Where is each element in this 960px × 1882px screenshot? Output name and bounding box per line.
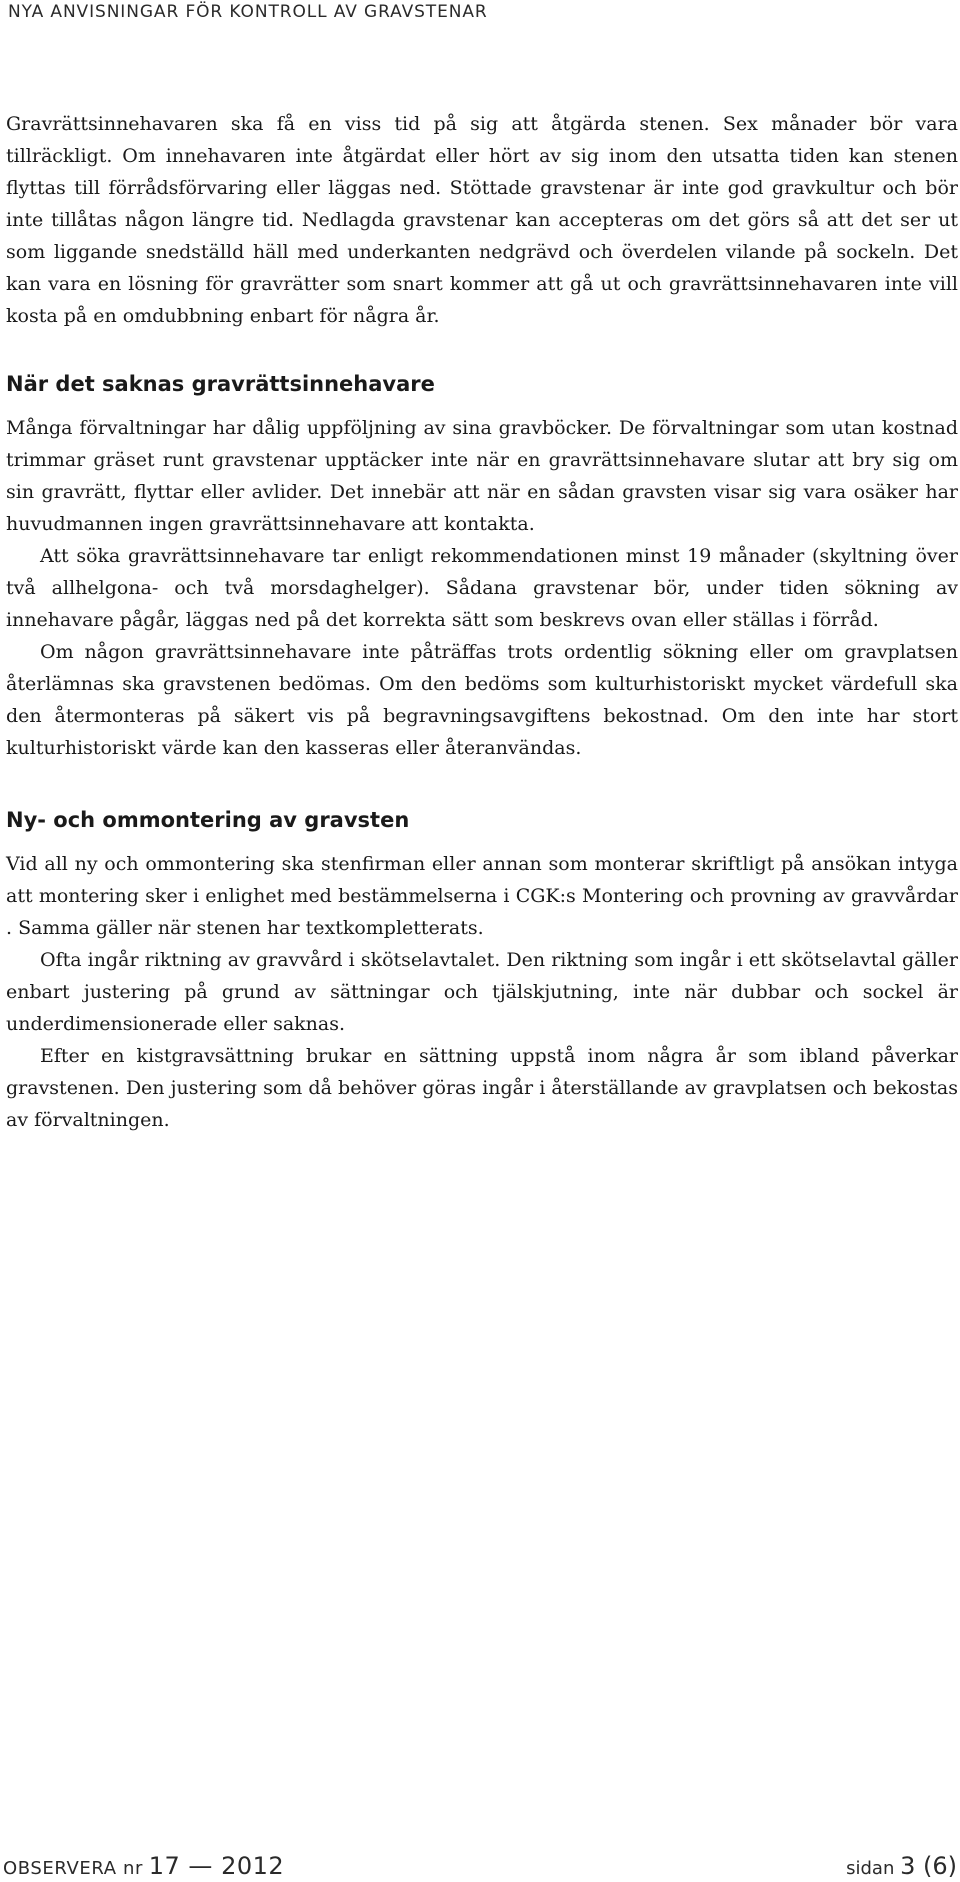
section-heading-missing-holder: När det saknas gravrättsinnehavare <box>6 372 435 396</box>
publication-name: OBSERVERA nr <box>3 1858 144 1879</box>
section-heading-mounting: Ny- och ommontering av gravsten <box>6 808 410 832</box>
body-paragraph: Vid all ny och ommontering ska stenfirman eller annan som monterar skriftligt på ansökan intyga att montering sker i enlighet med bestämmelserna i CGK:s Montering och provning av gravvårdar . Samma gäller när stenen har textkompletterats. <box>6 853 958 939</box>
body-paragraph: Många förvaltningar har dålig uppföljning av sina gravböcker. De förvaltningar som utan kostnad trimmar gräset runt gravstenar upptäcker inte när en gravrättsinnehavare slutar att bry sig om sin gravrätt, flyttar eller avlider. Det innebär att när en sådan gravsten visar sig vara osäker har huvudmannen ingen gravrättsinnehavare att kontakta. <box>6 417 958 535</box>
body-paragraph: Efter en kistgravsättning brukar en sättning uppstå inom några år som ibland påverkar gravstenen. Den justering som då behöver göras ingår i återställande av gravplatsen och bekostas av förvaltningen. <box>6 1045 958 1131</box>
body-paragraph: Att söka gravrättsinnehavare tar enligt rekommendationen minst 19 månader (skyltning över två allhelgona- och två morsdaghelger). Sådana gravstenar bör, under tiden sökning av innehavare pågår, läggas ned på det korrekta sätt som beskrevs ovan eller ställas i förråd. <box>6 545 958 631</box>
footer-publication <box>3 1852 284 1880</box>
body-paragraph: Ofta ingår riktning av gravvård i skötselavtalet. Den riktning som ingår i ett skötselavtal gäller enbart justering på grund av sättningar och tjälskjutning, inte när dubbar och sockel är underdimensionerade eller saknas. <box>6 949 958 1035</box>
footer-page-number <box>846 1852 957 1880</box>
issue-number: 17 — 2012 <box>148 1852 285 1880</box>
running-header: NYA ANVISNINGAR FÖR KONTROLL AV GRAVSTENAR <box>8 2 488 22</box>
intro-paragraph: Gravrättsinnehavaren ska få en viss tid på sig att åtgärda stenen. Sex månader bör vara tillräckligt. Om innehavaren inte åtgärdat eller hört av sig inom den utsatta tiden kan stenen flyttas till förrådsförvaring eller läggas ned. Stöttade gravstenar är inte god gravkultur och bör inte tillåtas någon längre tid. Nedlagda gravstenar kan accepteras om det görs så att det ser ut som liggande snedställd häll med underkanten nedgrävd och överdelen vilande på sockeln. Det kan vara en lösning för gravrätter som snart kommer att gå ut och gravrättsinnehavaren inte vill kosta på en omdubbning enbart för några år. <box>6 113 958 327</box>
body-paragraph: Om någon gravrättsinnehavare inte påträffas trots ordentlig sökning eller om gravplatsen återlämnas ska gravstenen bedömas. Om den bedöms som kulturhistoriskt mycket värdefull ska den återmonteras på säkert vis på begravningsavgiftens bekostnad. Om den inte har stort kulturhistoriskt värde kan den kasseras eller återanvändas. <box>6 641 958 759</box>
page-number: 3 (6) <box>900 1852 957 1880</box>
page-label: sidan <box>846 1858 895 1879</box>
document-body <box>6 108 958 1136</box>
